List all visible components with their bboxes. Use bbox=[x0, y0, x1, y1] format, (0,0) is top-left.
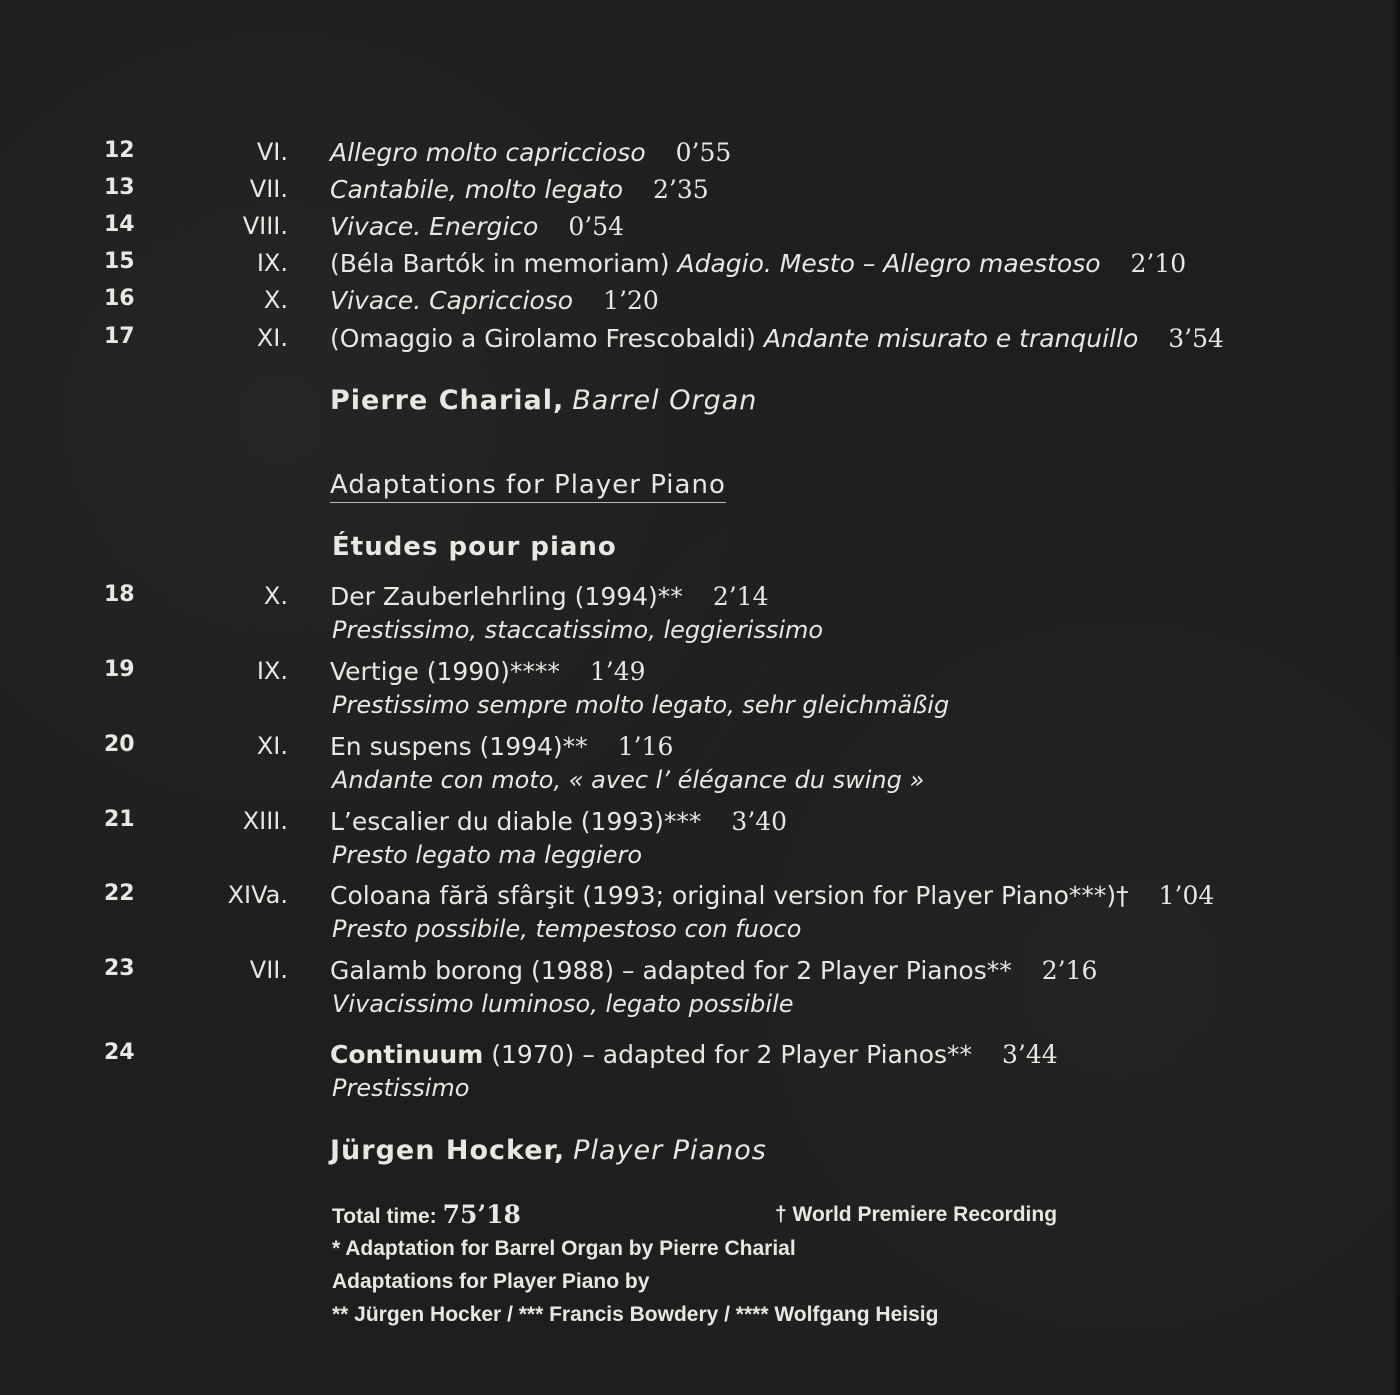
track-dedication: (Omaggio a Girolamo Frescobaldi) bbox=[330, 324, 756, 353]
track-title: Vertige (1990)**** bbox=[330, 657, 560, 686]
total-time-value: 75’18 bbox=[442, 1200, 521, 1229]
performer-role: Barrel Organ bbox=[572, 385, 758, 416]
track-title-bold: Continuum bbox=[330, 1040, 484, 1069]
track-line bbox=[330, 732, 673, 761]
performer-credit bbox=[330, 1135, 767, 1166]
track-duration: 3’54 bbox=[1168, 324, 1224, 353]
track-title: Andante misurato e tranquillo bbox=[763, 324, 1139, 353]
footnote-line: ** Jürgen Hocker / *** Francis Bowdery / **** Wolfgang Heisig bbox=[332, 1303, 939, 1326]
track-number: 16 bbox=[104, 286, 135, 311]
total-time-label: Total time: bbox=[332, 1205, 437, 1228]
track-dedication: (Béla Bartók in memoriam) bbox=[330, 249, 670, 278]
track-tempo: Prestissimo sempre molto legato, sehr gleichmäßig bbox=[332, 691, 950, 719]
track-title: Cantabile, molto legato bbox=[330, 175, 624, 204]
track-duration: 2’16 bbox=[1041, 956, 1098, 985]
movement-number: X. bbox=[263, 286, 288, 314]
track-title: Allegro molto capriccioso bbox=[330, 138, 646, 167]
track-title: Coloana fără sfârşit (1993; original version for Player Piano***)† bbox=[330, 881, 1129, 910]
track-duration: 2’14 bbox=[712, 582, 769, 611]
performer-credit bbox=[330, 385, 757, 416]
total-time bbox=[332, 1200, 521, 1229]
track-duration: 1’20 bbox=[603, 286, 659, 315]
track-number: 12 bbox=[104, 138, 135, 163]
track-tempo: Presto possibile, tempestoso con fuoco bbox=[332, 915, 802, 943]
track-line bbox=[330, 1040, 1058, 1069]
footnote-line: * Adaptation for Barrel Organ by Pierre Charial bbox=[332, 1237, 796, 1260]
track-title: Adagio. Mesto – Allegro maestoso bbox=[677, 249, 1101, 278]
track-duration: 2’35 bbox=[653, 175, 709, 204]
track-number: 17 bbox=[104, 324, 135, 349]
track-tempo: Prestissimo bbox=[332, 1074, 470, 1102]
movement-number: VII. bbox=[249, 175, 288, 203]
page-edge bbox=[1392, 0, 1400, 1395]
track-tempo: Andante con moto, « avec l’ élégance du swing » bbox=[332, 766, 925, 794]
track-line bbox=[330, 286, 659, 315]
track-number: 22 bbox=[104, 881, 135, 906]
movement-number: VIII. bbox=[242, 212, 288, 240]
premiere-note: † World Premiere Recording bbox=[775, 1203, 1058, 1226]
movement-number: XIII. bbox=[242, 807, 288, 835]
track-duration: 0’54 bbox=[568, 212, 625, 241]
movement-number: VII. bbox=[249, 956, 288, 984]
track-line bbox=[330, 212, 624, 241]
track-line bbox=[330, 807, 787, 836]
track-number: 23 bbox=[104, 956, 135, 981]
performer-role: Player Pianos bbox=[573, 1135, 767, 1166]
track-line bbox=[330, 956, 1097, 985]
track-number: 13 bbox=[104, 175, 135, 200]
track-title: Galamb borong (1988) – adapted for 2 Player Pianos** bbox=[330, 956, 1012, 985]
track-number: 15 bbox=[104, 249, 135, 274]
track-title: Vivace. Energico bbox=[330, 212, 539, 241]
performer-name: Pierre Charial, bbox=[330, 385, 565, 416]
track-title: (1970) – adapted for 2 Player Pianos** bbox=[491, 1040, 973, 1069]
track-tempo: Vivacissimo luminoso, legato possibile bbox=[332, 990, 794, 1018]
movement-number: X. bbox=[263, 582, 288, 610]
track-duration: 1’04 bbox=[1158, 881, 1215, 910]
movement-number: IX. bbox=[256, 249, 288, 277]
track-number: 20 bbox=[104, 732, 135, 757]
track-line bbox=[330, 249, 1186, 278]
track-title: L’escalier du diable (1993)*** bbox=[330, 807, 702, 836]
track-duration: 2’10 bbox=[1130, 249, 1187, 278]
section-heading: Adaptations for Player Piano bbox=[330, 470, 726, 503]
movement-number: XI. bbox=[256, 732, 288, 760]
track-title: Der Zauberlehrling (1994)** bbox=[330, 582, 683, 611]
track-number: 24 bbox=[104, 1040, 135, 1065]
track-line bbox=[330, 324, 1224, 353]
track-number: 14 bbox=[104, 212, 135, 237]
track-line bbox=[330, 657, 646, 686]
track-number: 19 bbox=[104, 657, 135, 682]
track-line bbox=[330, 175, 709, 204]
track-line bbox=[330, 138, 731, 167]
work-title: Études pour piano bbox=[332, 532, 617, 562]
track-title: Vivace. Capriccioso bbox=[330, 286, 574, 315]
track-duration: 1’49 bbox=[589, 657, 646, 686]
track-line bbox=[330, 881, 1214, 910]
track-number: 21 bbox=[104, 807, 135, 832]
movement-number: IX. bbox=[256, 657, 288, 685]
movement-number: XIVa. bbox=[227, 881, 288, 909]
movement-number: VI. bbox=[256, 138, 288, 166]
track-duration: 0’55 bbox=[675, 138, 732, 167]
track-number: 18 bbox=[104, 582, 135, 607]
track-title: En suspens (1994)** bbox=[330, 732, 588, 761]
track-tempo: Presto legato ma leggiero bbox=[332, 841, 643, 869]
movement-number: XI. bbox=[256, 324, 288, 352]
track-duration: 3’44 bbox=[1002, 1040, 1058, 1069]
performer-name: Jürgen Hocker, bbox=[330, 1135, 566, 1166]
track-line bbox=[330, 582, 768, 611]
track-duration: 3’40 bbox=[731, 807, 788, 836]
track-tempo: Prestissimo, staccatissimo, leggierissimo bbox=[332, 616, 824, 644]
track-duration: 1’16 bbox=[617, 732, 674, 761]
footnote-line: Adaptations for Player Piano by bbox=[332, 1270, 650, 1293]
